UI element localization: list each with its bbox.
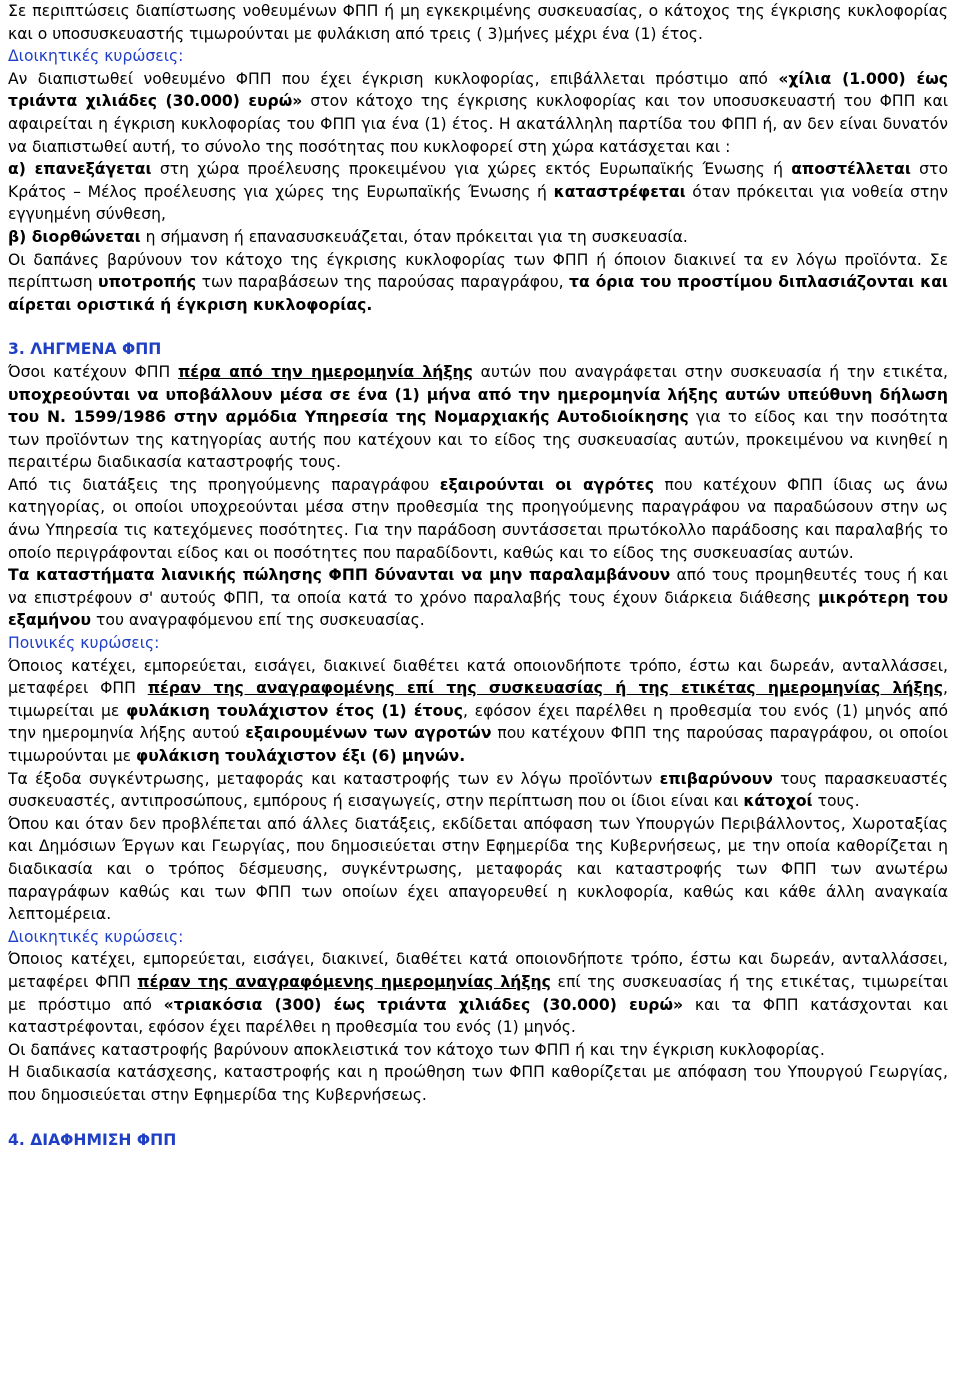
text: του αναγραφόμενου επί της συσκευασίας. xyxy=(91,611,425,630)
text: , τιμωρείται με xyxy=(8,679,948,720)
text: Όποιος κατέχει, εμπορεύεται, εισάγει, διακινεί διαθέτει κατά οποιονδήποτε τρόπο, έστω και δωρεάν, ανταλλάσσει, μεταφέρει ΦΠΠ xyxy=(8,656,948,698)
fine-amount: «χίλια (1.000) έως τριάντα χιλιάδες (30.000) ευρώ» xyxy=(8,69,949,111)
bold-text: τα όρια του προστίμου διπλασιάζονται και αίρεται οριστικά ή έγκριση κυκλοφορίας. xyxy=(8,273,948,314)
bold-text: εξαιρούνται οι αγρότες xyxy=(439,475,655,494)
bold-text: «τριακόσια (300) έως τριάντα χιλιάδες (30.000) ευρώ» xyxy=(163,995,684,1014)
paragraph-retail-stores xyxy=(8,564,948,632)
bold-text: αποστέλλεται xyxy=(791,160,911,179)
section-heading-expired: 3. ΛΗΓΜΕΝΑ ΦΠΠ xyxy=(8,340,162,359)
text: στο Κράτος – Μέλος προέλευσης για χώρες της Ευρωπαϊκής Ένωσης ή xyxy=(8,160,948,201)
text: Από τις διατάξεις της προηγούμενης παραγράφου xyxy=(8,475,440,494)
text: που κατέχουν ΦΠΠ ίδιας ως άνω κατηγορίας, οι οποίοι υποχρεούνται μέσα στην προθεσμία της προηγούμενης παραγράφου να παραδώσουν στην ως άνω Υπηρεσία τις κατεχόμενες ποσότητες. Για την παράδοση συντάσσεται πρωτόκολλο παράδοσης και παραλαβής το οποίο περιγράφονται είδος και οι ποσότητες που παραδίδοντι, καθώς και το είδος της συσκευασίας αυτών. xyxy=(8,475,948,562)
text: Όσοι κατέχουν ΦΠΠ xyxy=(8,362,178,381)
bold-text: φυλάκιση τουλάχιστον έξι (6) μηνών. xyxy=(136,747,466,765)
paragraph-admin2-1 xyxy=(8,948,948,1038)
bold-text: φυλάκιση τουλάχιστον έτος (1) έτους xyxy=(126,701,463,720)
section-heading-advertising: 4. ΔΙΑΦΗΜΙΣΗ ΦΠΠ xyxy=(8,1130,177,1149)
text: που κατέχουν ΦΠΠ της παρούσας παραγράφου, οι οποίοι τιμωρούνται με xyxy=(8,724,948,765)
paragraph-admin2-2 xyxy=(8,1039,948,1062)
bold-text: υποχρεούνται να υποβάλλουν μέσα σε ένα (1) μήνα από την ημερομηνία λήξης αυτών υπεύθυνη δήλωση του Ν. 1599/1986 στην αρμόδια Υπηρεσία της Νομαρχιακής Αυτοδιοίκησης xyxy=(8,385,948,427)
bold-text: επιβαρύνουν xyxy=(659,769,773,788)
text: των παραβάσεων της παρούσας παραγράφου, xyxy=(196,273,570,292)
text: Οι δαπάνες καταστροφής βαρύνουν αποκλειστικά τον κάτοχο των ΦΠΠ ή και την έγκριση κυκλοφορίας. xyxy=(8,1040,825,1059)
text: Τα έξοδα συγκέντρωσης, μεταφοράς και καταστροφής των εν λόγω προϊόντων xyxy=(8,769,660,788)
paragraph-criminal-2 xyxy=(8,768,948,813)
text: , εφόσον έχει παρέλθει η προθεσμία του ενός (1) μηνός από την ημερομηνία λήξης αυτού xyxy=(8,701,948,743)
text: Όποιος κατέχει, εμπορεύεται, εισάγει, διακινεί, διαθέτει κατά οποιονδήποτε τρόπο, έστω και δωρεάν, ανταλλάσσει, μεταφέρει ΦΠΠ xyxy=(8,950,948,991)
text: και τα ΦΠΠ κατάσχονται και καταστρέφονται, εφόσον έχει παρέλθει η προθεσμία του ενός (1) μηνός. xyxy=(8,995,948,1037)
bold-text: μικρότερη του εξαμήνου xyxy=(8,588,948,630)
heading-admin-sanctions-1: Διοικητικές κυρώσεις: xyxy=(8,47,184,66)
text: τους παρασκευαστές συσκευαστές, αντιπροσώπους, εμπόρους ή εισαγωγείς, στην περίπτωση που οι ίδιοι είναι και xyxy=(8,769,948,811)
paragraph-expired-declaration xyxy=(8,361,948,474)
paragraph-admin-fine xyxy=(8,68,948,158)
paragraph-farmers-exemption xyxy=(8,474,948,564)
bold-underlined-text: πέραν της αναγραφομένης επί της συσκευασίας ή της ετικέτας ημερομηνίας λήξης xyxy=(147,679,944,698)
text: από τους προμηθευτές τους ή και να επιστρέφουν σ' αυτούς ΦΠΠ, τα οποία κατά το χρόνο παραλαβής τους έχουν διάρκεια διάθεσης xyxy=(8,566,948,607)
text: στον κάτοχο της έγκρισης κυκλοφορίας και τον υποσυσκευαστή του ΦΠΠ και αφαιρείται η έγκριση κυκλοφορίας του ΦΠΠ για ένα (1) έτος. Η ακατάλληλη παρτίδα του ΦΠΠ ή, αν δεν είναι δυνατόν να διαπιστωθεί αυτή, το σύνολο της ποσότητας που κυκλοφορεί στη χώρα κατάσχεται και : xyxy=(8,92,948,156)
paragraph-admin2-3 xyxy=(8,1061,948,1106)
heading-admin-sanctions-2: Διοικητικές κυρώσεις: xyxy=(8,927,184,946)
spacer xyxy=(8,316,948,338)
item-a-label: α) επανεξάγεται xyxy=(8,160,152,179)
text: η σήμανση ή επανασυσκευάζεται, όταν πρόκειται για τη συσκευασία. xyxy=(140,227,688,246)
bold-text: εξαιρουμένων των αγροτών xyxy=(245,724,492,743)
item-b xyxy=(8,226,948,249)
bold-text: υποτροπής xyxy=(98,273,197,292)
text: Σε περιπτώσεις διαπίστωσης νοθευμένων ΦΠΠ ή μη εγκεκριμένης συσκευασίας, ο κάτοχος της έγκρισης κυκλοφορίας και ο υποσυσκευαστής τιμωρούνται με φυλάκιση από τρεις ( 3)μήνες μέχρι ένα (1) έτος. xyxy=(8,2,948,43)
bold-text: κάτοχοί xyxy=(743,792,813,811)
spacer xyxy=(8,1107,948,1129)
bold-underlined-text: πέραν της αναγραφόμενης ημερομηνίας λήξης xyxy=(137,972,551,991)
text: Οι δαπάνες βαρύνουν τον κάτοχο της έγκρισης κυκλοφορίας των ΦΠΠ ή όποιον διακινεί τα εν λόγω προϊόντα. Σε περίπτωση xyxy=(8,250,948,292)
paragraph-penalties-intro xyxy=(8,0,948,45)
text: Αν διαπιστωθεί νοθευμένο ΦΠΠ που έχει έγκριση κυκλοφορίας, επιβάλλεται πρόστιμο από xyxy=(8,69,779,88)
item-a xyxy=(8,158,948,226)
text: Η διαδικασία κατάσχεσης, καταστροφής και η προώθηση των ΦΠΠ καθορίζεται με απόφαση του Υπουργού Γεωργίας, που δημοσιεύεται στην Εφημερίδα της Κυβερνήσεως. xyxy=(8,1063,948,1104)
bold-underlined-text: πέρα από την ημερομηνία λήξης xyxy=(177,362,473,381)
text: Όπου και όταν δεν προβλέπεται από άλλες διατάξεις, εκδίδεται απόφαση των Υπουργών Περιβάλλοντος, Χωροταξίας και Δημόσιων Έργων και Γεωργίας, που δημοσιεύεται στην Εφημερίδα της Κυβερνήσεως, με την οποία καθορίζεται η διαδικασία και ο τρόπος δέσμευσης, συγκέντρωσης, μεταφοράς και καταστροφής των ΦΠΠ των ανωτέρω παραγράφων καθώς και των ΦΠΠ των οποίων έχει απαγορευθεί η κυκλοφορία, καθώς και κάθε άλλη αναγκαία λεπτομέρεια. xyxy=(8,814,948,924)
text: επί της συσκευασίας ή της ετικέτας, τιμωρείται με πρόστιμο από xyxy=(8,972,948,1014)
heading-criminal-sanctions: Ποινικές κυρώσεις: xyxy=(8,634,160,653)
text: τους. xyxy=(812,792,860,811)
bold-text: καταστρέφεται xyxy=(553,182,686,201)
paragraph-costs-recidivism xyxy=(8,249,948,317)
text: όταν πρόκειται για νοθεία στην εγγυημένη σύνθεση, xyxy=(8,182,949,224)
text: για το είδος και την ποσότητα των προϊόντων της κατηγορίας αυτής που κατέχουν και το είδος της συσκευασίας αυτών, προκειμένου να κινηθεί η περαιτέρω διαδικασία καταστροφής τους. xyxy=(8,408,948,472)
paragraph-criminal-1 xyxy=(8,655,948,768)
text: αυτών που αναγράφεται στην συσκευασία ή την ετικέτα, xyxy=(472,362,948,381)
item-b-label: β) διορθώνεται xyxy=(8,227,141,246)
paragraph-criminal-3 xyxy=(8,813,948,926)
text: στη χώρα προέλευσης προκειμένου για χώρες εκτός Ευρωπαϊκής Ένωσης ή xyxy=(151,160,792,179)
bold-text: Τα καταστήματα λιανικής πώλησης ΦΠΠ δύνανται να μην παραλαμβάνουν xyxy=(8,566,671,585)
